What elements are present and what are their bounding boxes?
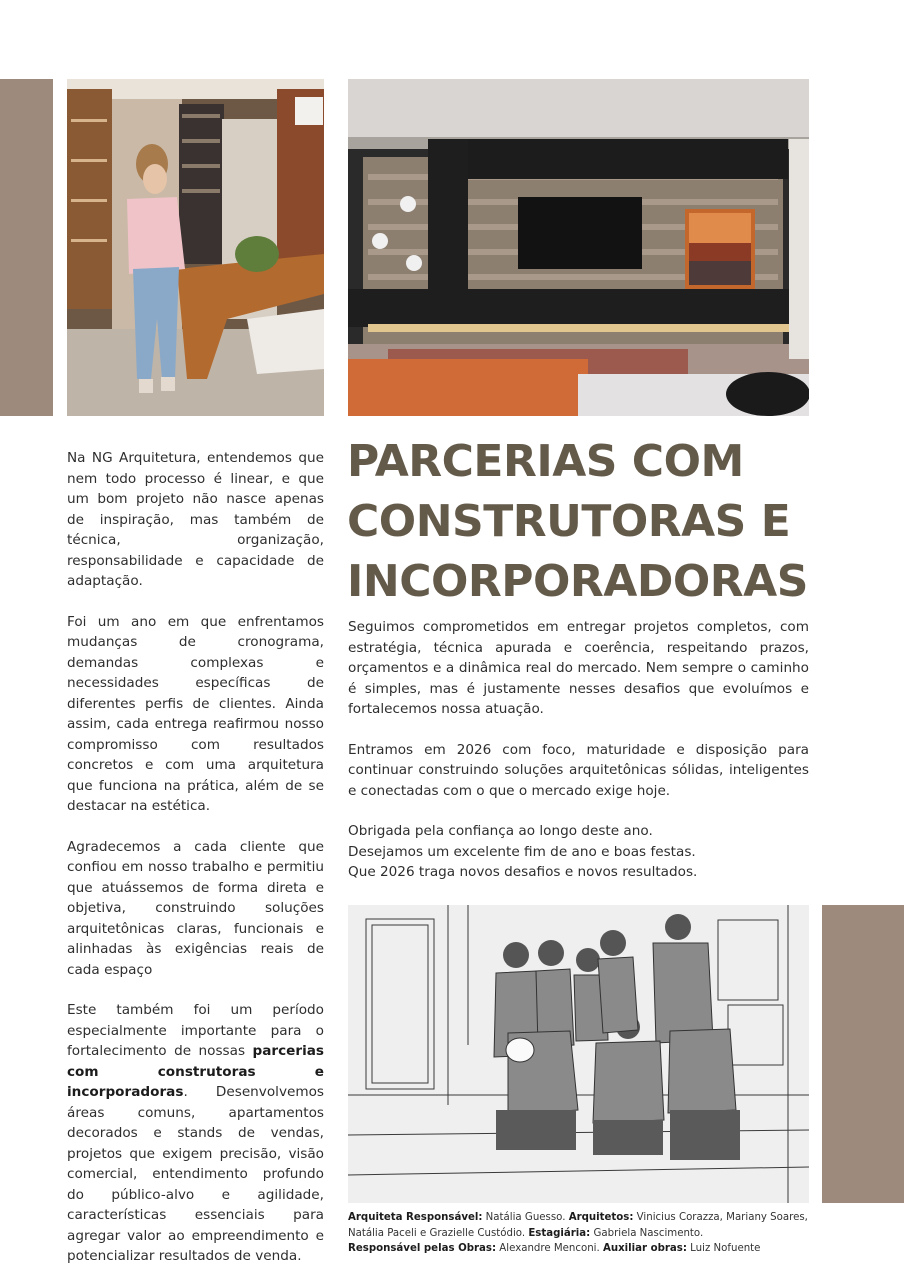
credit-label-architects: Arquitetos: bbox=[568, 1212, 634, 1223]
body-paragraph-1: Seguimos comprometidos em entregar projetos completos, com estratégia, técnica apurada e coerência, respeitando prazos, orçamentos e a dinâmica real do mercado. Nem sempre o caminho é simples, mas é justamente nesses desafios que evoluímos e fortalecemos nossa atuação. bbox=[348, 619, 809, 717]
credit-value-architects: Vinicius Corazza, Mariany Soares, bbox=[633, 1212, 808, 1223]
project-credits bbox=[348, 1210, 813, 1257]
credits-line-1 bbox=[348, 1210, 813, 1226]
intro-paragraph-2: Foi um ano em que enfrentamos mudanças de cronograma, demandas complexas e necessidades específicas de diferentes perfis de clientes. Ainda assim, cada entrega reafirmou nosso compromisso com resultados concretos e com uma arquitetura que funciona na prática, além de se destacar na estética. bbox=[67, 613, 324, 814]
title-line-2: CONSTRUTORAS E bbox=[347, 496, 791, 547]
closing-line-1: Obrigada pela confiança ao longo deste ano. bbox=[348, 823, 653, 839]
credit-label-works: Responsável pelas Obras: bbox=[348, 1243, 497, 1254]
credit-value-intern: Gabriela Nascimento. bbox=[590, 1227, 704, 1239]
p4-highlight: parcerias com construtoras e incorporadoras bbox=[67, 1043, 324, 1100]
body-text-column bbox=[348, 617, 809, 903]
intro-paragraph-3: Agradecemos a cada cliente que confiou em nosso trabalho e permitiu que atuássemos de forma direta e objetiva, construindo soluções arquitetônicas claras, funcionais e alinhadas às exigências reais de cada espaço bbox=[67, 838, 324, 978]
intro-paragraph-1: Na NG Arquitetura, entendemos que nem todo processo é linear, e que um bom projeto não nasce apenas de inspiração, mas também de técnica, organização, responsabilidade e capacidade de adaptação. bbox=[67, 450, 324, 589]
team-sketch-image bbox=[348, 905, 809, 1203]
section-title bbox=[347, 432, 817, 612]
credit-label-assistant: Auxiliar obras: bbox=[602, 1243, 687, 1254]
portrait-photo bbox=[67, 79, 324, 416]
right-accent-band bbox=[822, 905, 904, 1203]
intro-paragraph-4 bbox=[67, 1000, 324, 1267]
left-accent-band bbox=[0, 79, 53, 416]
credit-label-architect: Arquiteta Responsável: bbox=[348, 1212, 483, 1223]
title-line-1: PARCERIAS COM bbox=[347, 436, 744, 487]
living-room-photo bbox=[348, 79, 809, 416]
title-line-3: INCORPORADORAS bbox=[347, 556, 808, 607]
credit-value-works: Alexandre Menconi. bbox=[496, 1243, 603, 1254]
credit-value-assistant: Luiz Nofuente bbox=[686, 1243, 761, 1254]
body-paragraph-2: Entramos em 2026 com foco, maturidade e disposição para continuar construindo soluções arquitetônicas sólidas, inteligentes e conectadas com o que o mercado exige hoje. bbox=[348, 741, 809, 799]
intro-text-column bbox=[67, 448, 324, 1287]
credit-value-architect: Natália Guesso. bbox=[482, 1212, 569, 1223]
closing-line-2: Desejamos um excelente fim de ano e boas festas. bbox=[348, 843, 696, 860]
credits-line-2 bbox=[348, 1226, 813, 1242]
credit-value-architects-cont: Natália Paceli e Grazielle Custódio. bbox=[348, 1227, 529, 1239]
credit-label-intern: Estagiária: bbox=[528, 1227, 591, 1239]
closing-paragraph bbox=[348, 821, 809, 883]
p4-start: Este também foi um período especialmente importante para o fortalecimento de nossas bbox=[67, 1002, 324, 1059]
credits-line-3 bbox=[348, 1241, 813, 1257]
closing-line-3: Que 2026 traga novos desafios e novos resultados. bbox=[348, 864, 698, 880]
p4-end: . Desenvolvemos áreas comuns, apartamentos decorados e stands de vendas, projetos que exigem precisão, visão comercial, entendimento profundo do público-alvo e agilidade, características essenciais para agregar valor ao empreendimento e potencializar resultados de venda. bbox=[67, 1084, 324, 1264]
